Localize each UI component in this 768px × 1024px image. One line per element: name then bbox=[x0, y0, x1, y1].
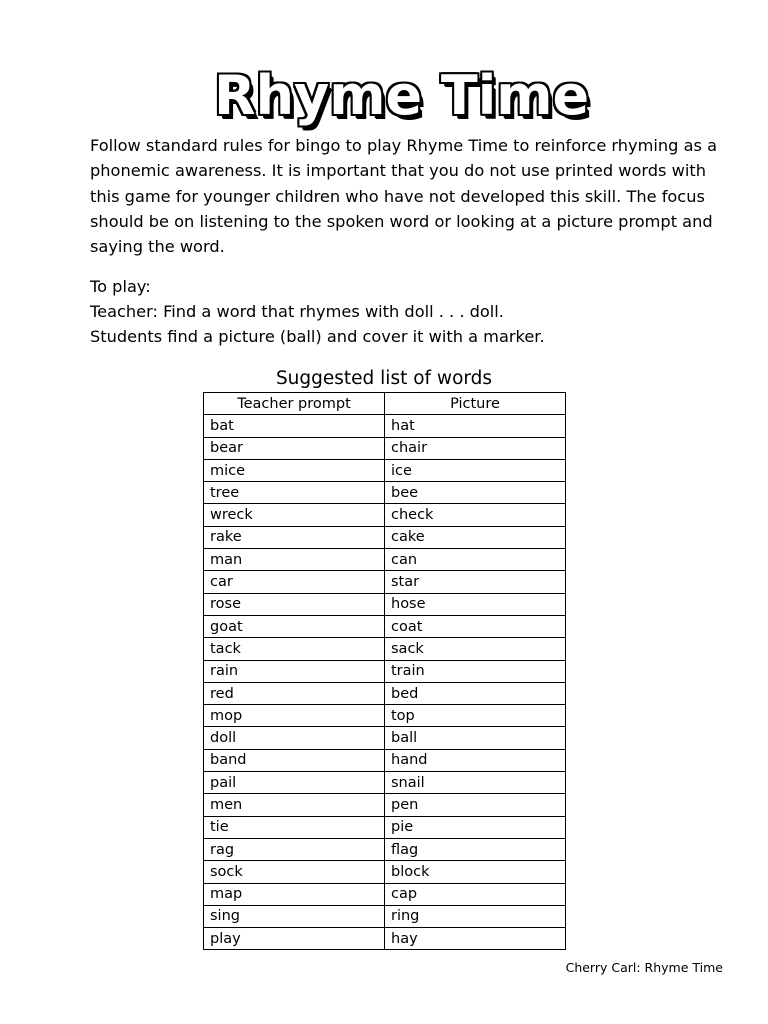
picture-cell: chair bbox=[385, 437, 566, 459]
teacher-prompt-cell: red bbox=[204, 682, 385, 704]
teacher-prompt-cell: pail bbox=[204, 772, 385, 794]
teacher-prompt-cell: mice bbox=[204, 459, 385, 481]
picture-cell: hand bbox=[385, 749, 566, 771]
teacher-prompt-cell: goat bbox=[204, 615, 385, 637]
table-row bbox=[204, 482, 566, 504]
teacher-prompt-cell: wreck bbox=[204, 504, 385, 526]
table-row bbox=[204, 883, 566, 905]
table-row bbox=[204, 660, 566, 682]
picture-cell: hose bbox=[385, 593, 566, 615]
table-row bbox=[204, 638, 566, 660]
table-row bbox=[204, 437, 566, 459]
teacher-prompt-cell: tie bbox=[204, 816, 385, 838]
how-to-teacher-line: Teacher: Find a word that rhymes with doll . . . doll. bbox=[90, 302, 504, 321]
picture-cell: ball bbox=[385, 727, 566, 749]
page-title: Rhyme Time bbox=[214, 64, 590, 127]
picture-cell: ring bbox=[385, 905, 566, 927]
picture-cell: sack bbox=[385, 638, 566, 660]
table-row bbox=[204, 838, 566, 860]
teacher-prompt-cell: rain bbox=[204, 660, 385, 682]
table-caption: Suggested list of words bbox=[275, 368, 493, 389]
table-row bbox=[204, 526, 566, 548]
picture-cell: can bbox=[385, 549, 566, 571]
picture-cell: pie bbox=[385, 816, 566, 838]
how-to-heading: To play: bbox=[90, 277, 151, 296]
table-row bbox=[204, 705, 566, 727]
table-row bbox=[204, 727, 566, 749]
picture-cell: snail bbox=[385, 772, 566, 794]
picture-cell: cap bbox=[385, 883, 566, 905]
table-header-row bbox=[204, 393, 566, 415]
table-row bbox=[204, 772, 566, 794]
picture-cell: pen bbox=[385, 794, 566, 816]
teacher-prompt-cell: men bbox=[204, 794, 385, 816]
picture-cell: top bbox=[385, 705, 566, 727]
picture-cell: block bbox=[385, 861, 566, 883]
table-row bbox=[204, 816, 566, 838]
teacher-prompt-cell: rake bbox=[204, 526, 385, 548]
picture-cell: ice bbox=[385, 459, 566, 481]
picture-cell: cake bbox=[385, 526, 566, 548]
picture-cell: bee bbox=[385, 482, 566, 504]
how-to-student-line: Students find a picture (ball) and cover it with a marker. bbox=[90, 327, 545, 346]
teacher-prompt-cell: tack bbox=[204, 638, 385, 660]
teacher-prompt-cell: rose bbox=[204, 593, 385, 615]
word-list-table bbox=[203, 392, 566, 950]
table-row bbox=[204, 504, 566, 526]
teacher-prompt-cell: sock bbox=[204, 861, 385, 883]
table-row bbox=[204, 928, 566, 950]
table-row bbox=[204, 749, 566, 771]
table-row bbox=[204, 593, 566, 615]
table-row bbox=[204, 615, 566, 637]
table-row bbox=[204, 682, 566, 704]
table-body bbox=[204, 415, 566, 950]
picture-cell: bed bbox=[385, 682, 566, 704]
table-row bbox=[204, 571, 566, 593]
table-row bbox=[204, 549, 566, 571]
footer-credit: Cherry Carl: Rhyme Time bbox=[565, 960, 723, 975]
picture-cell: check bbox=[385, 504, 566, 526]
teacher-prompt-cell: tree bbox=[204, 482, 385, 504]
table-row bbox=[204, 415, 566, 437]
picture-cell: train bbox=[385, 660, 566, 682]
picture-cell: flag bbox=[385, 838, 566, 860]
teacher-prompt-cell: doll bbox=[204, 727, 385, 749]
intro-paragraph: Follow standard rules for bingo to play Rhyme Time to reinforce rhyming as a phonemic awareness. It is important that you do not use printed words with this game for younger children who have not developed this skill. The focus should be on listening to the spoken word or looking at a picture prompt and saying the word. bbox=[90, 136, 718, 257]
teacher-prompt-cell: bear bbox=[204, 437, 385, 459]
table-row bbox=[204, 861, 566, 883]
how-to-play bbox=[90, 274, 730, 349]
teacher-prompt-cell: mop bbox=[204, 705, 385, 727]
picture-cell: hay bbox=[385, 928, 566, 950]
teacher-prompt-cell: sing bbox=[204, 905, 385, 927]
teacher-prompt-cell: play bbox=[204, 928, 385, 950]
picture-cell: coat bbox=[385, 615, 566, 637]
picture-cell: hat bbox=[385, 415, 566, 437]
table-row bbox=[204, 905, 566, 927]
teacher-prompt-cell: map bbox=[204, 883, 385, 905]
teacher-prompt-cell: band bbox=[204, 749, 385, 771]
teacher-prompt-cell: rag bbox=[204, 838, 385, 860]
column-header-teacher-prompt: Teacher prompt bbox=[204, 393, 385, 415]
teacher-prompt-cell: car bbox=[204, 571, 385, 593]
teacher-prompt-cell: man bbox=[204, 549, 385, 571]
table-row bbox=[204, 459, 566, 481]
column-header-picture: Picture bbox=[385, 393, 566, 415]
table-row bbox=[204, 794, 566, 816]
picture-cell: star bbox=[385, 571, 566, 593]
teacher-prompt-cell: bat bbox=[204, 415, 385, 437]
